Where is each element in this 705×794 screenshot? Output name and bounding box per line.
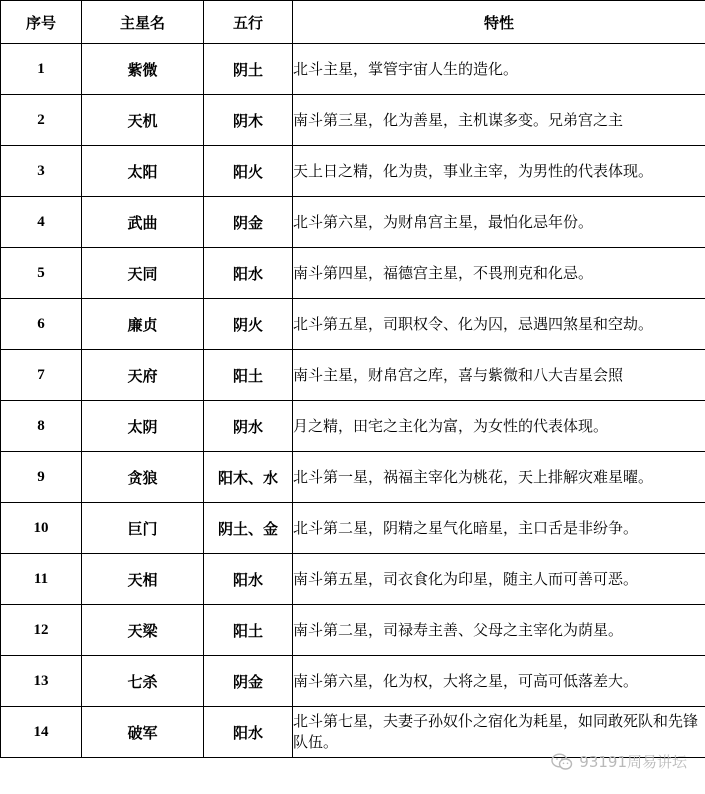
row-number: 7 <box>1 350 82 401</box>
table-row <box>1 197 705 248</box>
table-row <box>1 656 705 707</box>
star-name: 破军 <box>82 707 204 758</box>
five-element: 阴金 <box>204 197 293 248</box>
table-row <box>1 503 705 554</box>
row-number: 10 <box>1 503 82 554</box>
star-trait: 南斗第六星，化为权，大将之星，可高可低落差大。 <box>293 656 705 707</box>
table-row <box>1 350 705 401</box>
header-five-elements: 五行 <box>204 1 293 44</box>
star-trait: 南斗第四星，福德宫主星，不畏刑克和化忌。 <box>293 248 705 299</box>
star-trait: 天上日之精，化为贵，事业主宰，为男性的代表体现。 <box>293 146 705 197</box>
row-number: 1 <box>1 44 82 95</box>
row-number: 2 <box>1 95 82 146</box>
five-element: 阳水 <box>204 554 293 605</box>
header-number: 序号 <box>1 1 82 44</box>
row-number: 3 <box>1 146 82 197</box>
table-row <box>1 554 705 605</box>
five-element: 阴金 <box>204 656 293 707</box>
five-element: 阴木 <box>204 95 293 146</box>
header-row <box>1 1 705 44</box>
star-name: 太阴 <box>82 401 204 452</box>
star-name: 廉贞 <box>82 299 204 350</box>
watermark-text: 93191周易讲坛 <box>579 753 687 771</box>
row-number: 11 <box>1 554 82 605</box>
star-trait: 北斗第二星，阴精之星气化暗星，主口舌是非纷争。 <box>293 503 705 554</box>
five-element: 阳火 <box>204 146 293 197</box>
five-element: 阴水 <box>204 401 293 452</box>
star-name: 紫微 <box>82 44 204 95</box>
five-element: 阳水 <box>204 248 293 299</box>
table-row <box>1 146 705 197</box>
five-element: 阳土 <box>204 605 293 656</box>
five-element: 阳土 <box>204 350 293 401</box>
table-row <box>1 452 705 503</box>
five-element: 阴土 <box>204 44 293 95</box>
row-number: 8 <box>1 401 82 452</box>
star-name: 天梁 <box>82 605 204 656</box>
five-element: 阳木、水 <box>204 452 293 503</box>
star-trait: 月之精，田宅之主化为富，为女性的代表体现。 <box>293 401 705 452</box>
star-name: 七杀 <box>82 656 204 707</box>
table-row <box>1 707 705 758</box>
star-name: 天相 <box>82 554 204 605</box>
watermark <box>551 751 687 772</box>
five-element: 阴土、金 <box>204 503 293 554</box>
header-star-name: 主星名 <box>82 1 204 44</box>
table-row <box>1 95 705 146</box>
five-element: 阳水 <box>204 707 293 758</box>
star-trait: 北斗第一星，祸福主宰化为桃花，天上排解灾难星曜。 <box>293 452 705 503</box>
star-trait: 南斗第二星，司禄寿主善、父母之主宰化为荫星。 <box>293 605 705 656</box>
star-name: 天机 <box>82 95 204 146</box>
header-traits: 特性 <box>293 1 705 44</box>
table-row <box>1 605 705 656</box>
star-name: 天府 <box>82 350 204 401</box>
table-row <box>1 401 705 452</box>
table-body <box>1 44 705 758</box>
star-name: 巨门 <box>82 503 204 554</box>
wechat-icon <box>551 753 573 771</box>
star-name: 贪狼 <box>82 452 204 503</box>
table-row <box>1 248 705 299</box>
row-number: 5 <box>1 248 82 299</box>
star-name: 太阳 <box>82 146 204 197</box>
five-element: 阴火 <box>204 299 293 350</box>
row-number: 4 <box>1 197 82 248</box>
row-number: 12 <box>1 605 82 656</box>
star-trait: 南斗第五星，司衣食化为印星，随主人而可善可恶。 <box>293 554 705 605</box>
star-trait: 北斗第五星，司职权令、化为囚，忌遇四煞星和空劫。 <box>293 299 705 350</box>
star-trait: 北斗第七星，夫妻子孙奴仆之宿化为耗星，如同敢死队和先锋队伍。 <box>293 707 705 758</box>
table-row <box>1 44 705 95</box>
star-trait: 北斗第六星，为财帛宫主星，最怕化忌年份。 <box>293 197 705 248</box>
row-number: 6 <box>1 299 82 350</box>
row-number: 14 <box>1 707 82 758</box>
row-number: 13 <box>1 656 82 707</box>
star-name: 天同 <box>82 248 204 299</box>
star-name: 武曲 <box>82 197 204 248</box>
star-trait: 北斗主星，掌管宇宙人生的造化。 <box>293 44 705 95</box>
star-trait: 南斗第三星，化为善星，主机谋多变。兄弟宫之主 <box>293 95 705 146</box>
table-row <box>1 299 705 350</box>
row-number: 9 <box>1 452 82 503</box>
star-trait: 南斗主星，财帛宫之库，喜与紫微和八大吉星会照 <box>293 350 705 401</box>
